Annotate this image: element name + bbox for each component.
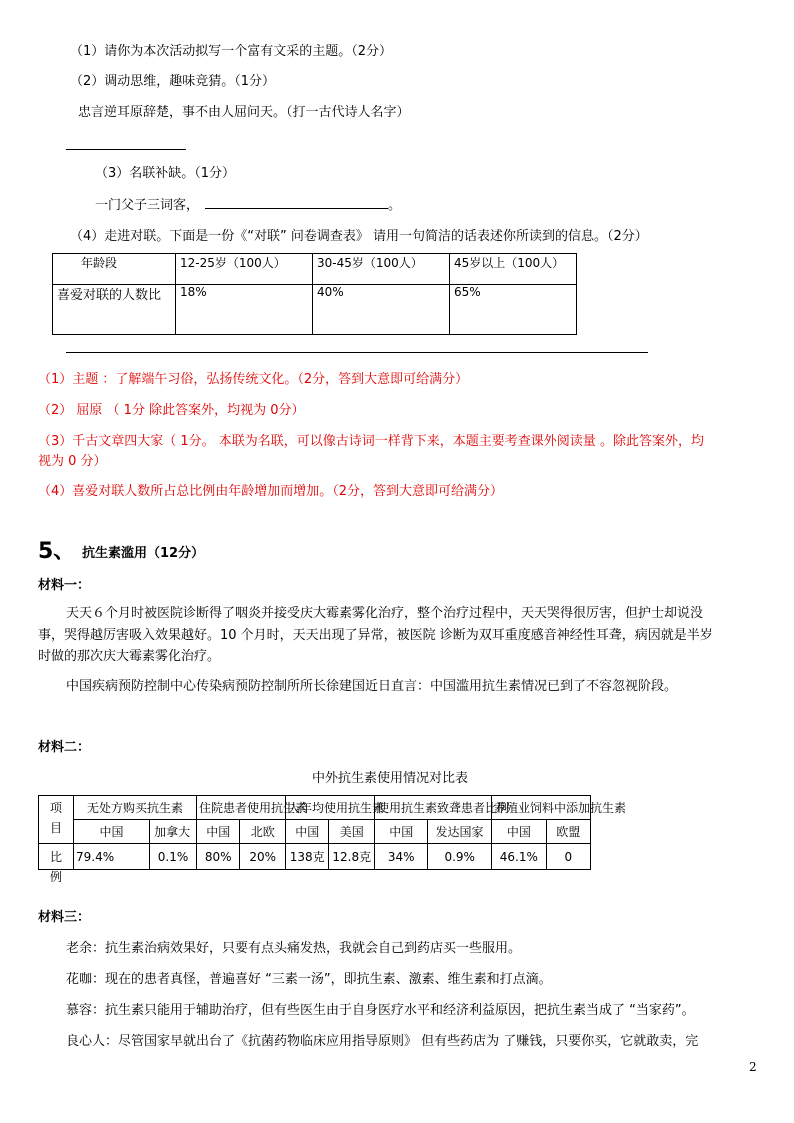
table-col-usa: 美国 bbox=[329, 820, 375, 844]
table-col-developed: 发达国家 bbox=[428, 820, 492, 844]
survey-header-group2: 30-45岁（100人） bbox=[313, 254, 450, 285]
table-col-china-3: 中国 bbox=[286, 820, 329, 844]
table-item-label: 项目 bbox=[39, 796, 74, 844]
survey-header-group3: 45岁以上（100人） bbox=[450, 254, 577, 285]
answer-2: （2） 屈原 （ 1分 除此答案外，均视为 0分） bbox=[38, 403, 305, 418]
material-3-line4: 良心人：尽管国家早就出台了《抗菌药物临床应用指导原则》 但有些药店为 了赚钱，只要你买，它就敢卖，完 bbox=[66, 1034, 699, 1049]
material-3-line1: 老余：抗生素治病效果好，只要有点头痛发热，我就会自己到药店买一些服用。 bbox=[66, 941, 522, 956]
table-col-china-2: 中国 bbox=[197, 820, 240, 844]
answer-4: （4）喜爱对联人数所占总比例由年龄增加而增加。（2分，答到大意即可给满分） bbox=[38, 484, 504, 499]
riddle-text: 忠言逆耳原辞楚，事不由人屈问天。（打一古代诗人名字） bbox=[78, 105, 410, 120]
material-1-p1-line3: 时做的那次庆大霉素雾化治疗。 bbox=[38, 649, 221, 664]
question-2: （2）调动思维，趣味竞猜。（1分） bbox=[70, 74, 276, 89]
table-value-1: 79.4% bbox=[74, 844, 150, 870]
riddle-answer-blank bbox=[66, 149, 186, 150]
table-value-2: 0.1% bbox=[150, 844, 197, 870]
table-value-3: 80% bbox=[197, 844, 240, 870]
survey-table bbox=[52, 253, 577, 335]
table-ratio-label: 比例 bbox=[39, 844, 74, 870]
material-3-line3: 慕容：抗生素只能用于辅助治疗，但有些医生由于自身医疗水平和经济利益原因，把抗生素当成了 “当家药”。 bbox=[66, 1003, 695, 1018]
material-2-label: 材料二： bbox=[38, 740, 91, 755]
question-3: （3）名联补缺。（1分） bbox=[95, 166, 236, 181]
table-value-7: 34% bbox=[375, 844, 428, 870]
table-col-nordic: 北欧 bbox=[240, 820, 286, 844]
survey-header-age: 年龄段 bbox=[53, 254, 176, 285]
answer-3-line1: （3）千古文章四大家（ 1分。 本联为名联，可以像古诗词一样背下来，本题主要考查课外阅读量 。除此答案外，均 bbox=[38, 434, 704, 449]
answer-divider bbox=[66, 352, 648, 353]
couplet-text: 一门父子三词客， bbox=[95, 198, 200, 213]
table-value-6: 12.8克 bbox=[329, 844, 375, 870]
table-col-china-5: 中国 bbox=[492, 820, 547, 844]
material-1-p2: 中国疾病预防控制中心传染病预防控制所所长徐建国近日直言：中国滥用抗生素情况已到了不容忽视阶段。 bbox=[66, 679, 678, 694]
survey-value-group1: 18% bbox=[176, 285, 313, 335]
couplet-end: 。 bbox=[388, 198, 402, 213]
material-1-p1-line1: 天天６个月时被医院诊断得了咽炎并接受庆大霉素雾化治疗，整个治疗过程中，天天哭得很厉害，但护士却说没 bbox=[66, 606, 704, 621]
table-col-china-1: 中国 bbox=[74, 820, 150, 844]
antibiotic-table bbox=[38, 795, 627, 884]
table-value-4: 20% bbox=[240, 844, 286, 870]
table-value-5: 138克 bbox=[286, 844, 329, 870]
survey-value-group2: 40% bbox=[313, 285, 450, 335]
material-3-label: 材料三： bbox=[38, 910, 91, 925]
table-col-eu: 欧盟 bbox=[546, 820, 590, 844]
page-number: 2 bbox=[749, 1060, 757, 1074]
answer-1: （1）主题 ：了解端午习俗，弘扬传统文化。（2分，答到大意即可给满分） bbox=[38, 372, 469, 387]
table-value-8: 0.9% bbox=[428, 844, 492, 870]
table-group-5: 养殖业饲料中添加抗生素 bbox=[492, 796, 591, 820]
material-1-label: 材料一： bbox=[38, 578, 91, 593]
answer-3-line2: 视为 0 分） bbox=[38, 454, 107, 469]
table-group-3: 人年均使用抗生素 bbox=[286, 796, 375, 820]
table-value-10: 0 bbox=[546, 844, 590, 870]
survey-header-group1: 12-25岁（100人） bbox=[176, 254, 313, 285]
material-1-p1-line2: 事，哭得越厉害吸入效果越好。10 个月时，天天出现了异常，被医院 诊断为双耳重度感音神经性耳聋，病因就是半岁 bbox=[38, 628, 713, 643]
table-value-9: 46.1% bbox=[492, 844, 547, 870]
section-number: 5、 bbox=[38, 539, 76, 564]
table-group-4: 使用抗生素致聋患者比例 bbox=[375, 796, 492, 820]
survey-row-label: 喜爱对联的人数比 bbox=[53, 285, 176, 335]
question-1: （1）请你为本次活动拟写一个富有文采的主题。（2分） bbox=[70, 44, 393, 59]
section-title: 抗生素滥用（12分） bbox=[82, 546, 205, 561]
table-col-china-4: 中国 bbox=[375, 820, 428, 844]
antibiotic-table-title: 中外抗生素使用情况对比表 bbox=[312, 771, 469, 786]
question-4: （4）走进对联。下面是一份《“对联” 问卷调查表》 请用一句简洁的话表述你所读到的信息。（2分） bbox=[70, 229, 648, 244]
survey-value-group3: 65% bbox=[450, 285, 577, 335]
table-group-1: 无处方购买抗生素 bbox=[74, 796, 197, 820]
table-col-canada: 加拿大 bbox=[150, 820, 197, 844]
material-3-line2: 花咖：现在的患者真怪，普遍喜好 “三素一汤”，即抗生素、激素、维生素和打点滴。 bbox=[66, 972, 552, 987]
couplet-answer-blank bbox=[205, 208, 388, 209]
table-group-2: 住院患者使用抗生素 bbox=[197, 796, 286, 820]
